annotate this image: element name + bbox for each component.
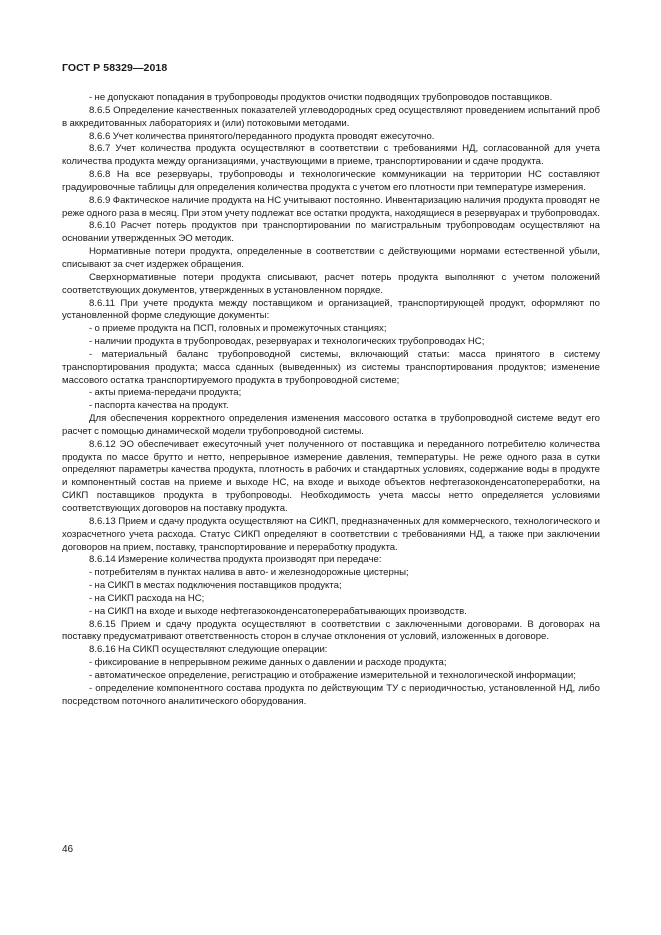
paragraph: Для обеспечения корректного определения изменения массового остатка в трубопроводной системе ведут его расчет с помощью динамической модели трубопроводной системы. [62,413,600,437]
list-item: - потребителям в пунктах налива в авто- и железнодорожные цистерны; [89,567,409,579]
paragraph: Нормативные потери продукта, определенные в соответствии с действующими нормами естественной убыли, списывают за счет издержек обращения. [62,246,600,270]
paragraph: 8.6.15 Прием и сдачу продукта осуществляют в соответствии с заключенными договорами. В договорах на поставку предусматривают ответственность сторон в случае отклонения от условий, изложенных в договоре. [62,618,600,643]
list-item: - о приеме продукта на ПСП, головных и промежуточных станциях; [89,323,387,335]
list-item: - фиксирование в непрерывном режиме данных о давлении и расходе продукта; [89,657,447,669]
page-number: 46 [62,844,74,855]
list-item: - наличии продукта в трубопроводах, резервуарах и технологических трубопроводах НС; [89,336,485,348]
list-item: - определение компонентного состава продукта по действующим ТУ с периодичностью, установленной НД, либо посредством поточного аналитического оборудования. [62,682,600,707]
list-item: - на СИКП на входе и выходе нефтегазоконденсатоперерабатывающих производств. [89,605,467,617]
paragraph: 8.6.14 Измерение количества продукта производят при передаче: [89,554,382,566]
paragraph: Сверхнормативные потери продукта списывают, расчет потерь продукта выполняют с учетом положений соответствующих документов, утвержденных в установленном порядке. [62,271,600,296]
paragraph: 8.6.12 ЭО обеспечивает ежесуточный учет полученного от поставщика и переданного потребителю количества продукта по массе брутто и нетто, непрерывное измерение давления, температуры. Не реже одного раза в сутки определяют параметры качества продукта, плотность в рабочих и стандартных условиях, содержание воды в продукте и компонентный состав на приеме и выходе НС, на входе и выходе объектов нефтегазоконденсатопереработки, на СИКП поставщиков продукта в трубопроводы. Необходимость учета массы нетто определяется условиями соответствующих договоров на поставку продукта. [62,438,600,514]
paragraph: 8.6.10 Расчет потерь продуктов при транспортировании по магистральным трубопроводам осуществляют на основании утвержденных ЭО методик. [62,220,600,245]
list-item: - акты приема-передачи продукта; [89,387,242,399]
list-item: - материальный баланс трубопроводной системы, включающий статьи: масса принятого в систему транспортирования продукта; масса сданных (выведенных) из системы транспортирования продуктов; изменение массового остатка транспортируемого продукта в трубопроводной системе; [62,348,600,386]
list-item: - паспорта качества на продукт. [89,400,229,412]
paragraph: 8.6.9 Фактическое наличие продукта на НС учитывают постоянно. Инвентаризацию наличия продукта проводят не реже одного раза в месяц. При этом учету подлежат все остатки продукта, находящиеся в резервуарах и трубопроводах. [62,194,600,219]
document-body [62,92,600,709]
paragraph: 8.6.7 Учет количества продукта осуществляют в соответствии с требованиями НД, согласованной для учета количества продукта между организациями, участвующими в приеме, транспортировании и сдаче продукта. [62,143,600,168]
paragraph: 8.6.5 Определение качественных показателей углеводородных сред осуществляют проведением испытаний проб в аккредитованных лабораториях и (или) потоковыми методами. [62,104,600,129]
paragraph: 8.6.6 Учет количества принятого/переданного продукта проводят ежесуточно. [89,130,435,142]
list-item: - на СИКП расхода на НС; [89,592,205,604]
paragraph: 8.6.8 На все резервуары, трубопроводы и технологические коммуникации на территории НС составляют градуировочные таблицы для определения количества продукта с учетом его плотности при температуре измерения. [62,169,600,193]
list-item: - автоматическое определение, регистрацию и отображение измерительной и технологической информации; [89,669,576,681]
document-header: ГОСТ Р 58329—2018 [62,62,168,74]
paragraph: - не допускают попадания в трубопроводы продуктов очистки подводящих трубопроводов поставщиков. [89,92,553,103]
paragraph: 8.6.16 На СИКП осуществляют следующие операции: [89,644,328,656]
paragraph: 8.6.11 При учете продукта между поставщиком и организацией, транспортирующей продукт, оформляют по установленной форме следующие документы: [62,297,600,322]
paragraph: 8.6.13 Прием и сдачу продукта осуществляют на СИКП, предназначенных для коммерческого, технологического и хозрасчетного учета расхода. Статус СИКП определяют в соответствии с требованиями НД, а также при заключении договоров на прием, поставку, транспортирование и переработку продукта. [62,515,600,553]
list-item: - на СИКП в местах подключения поставщиков продукта; [89,580,342,592]
